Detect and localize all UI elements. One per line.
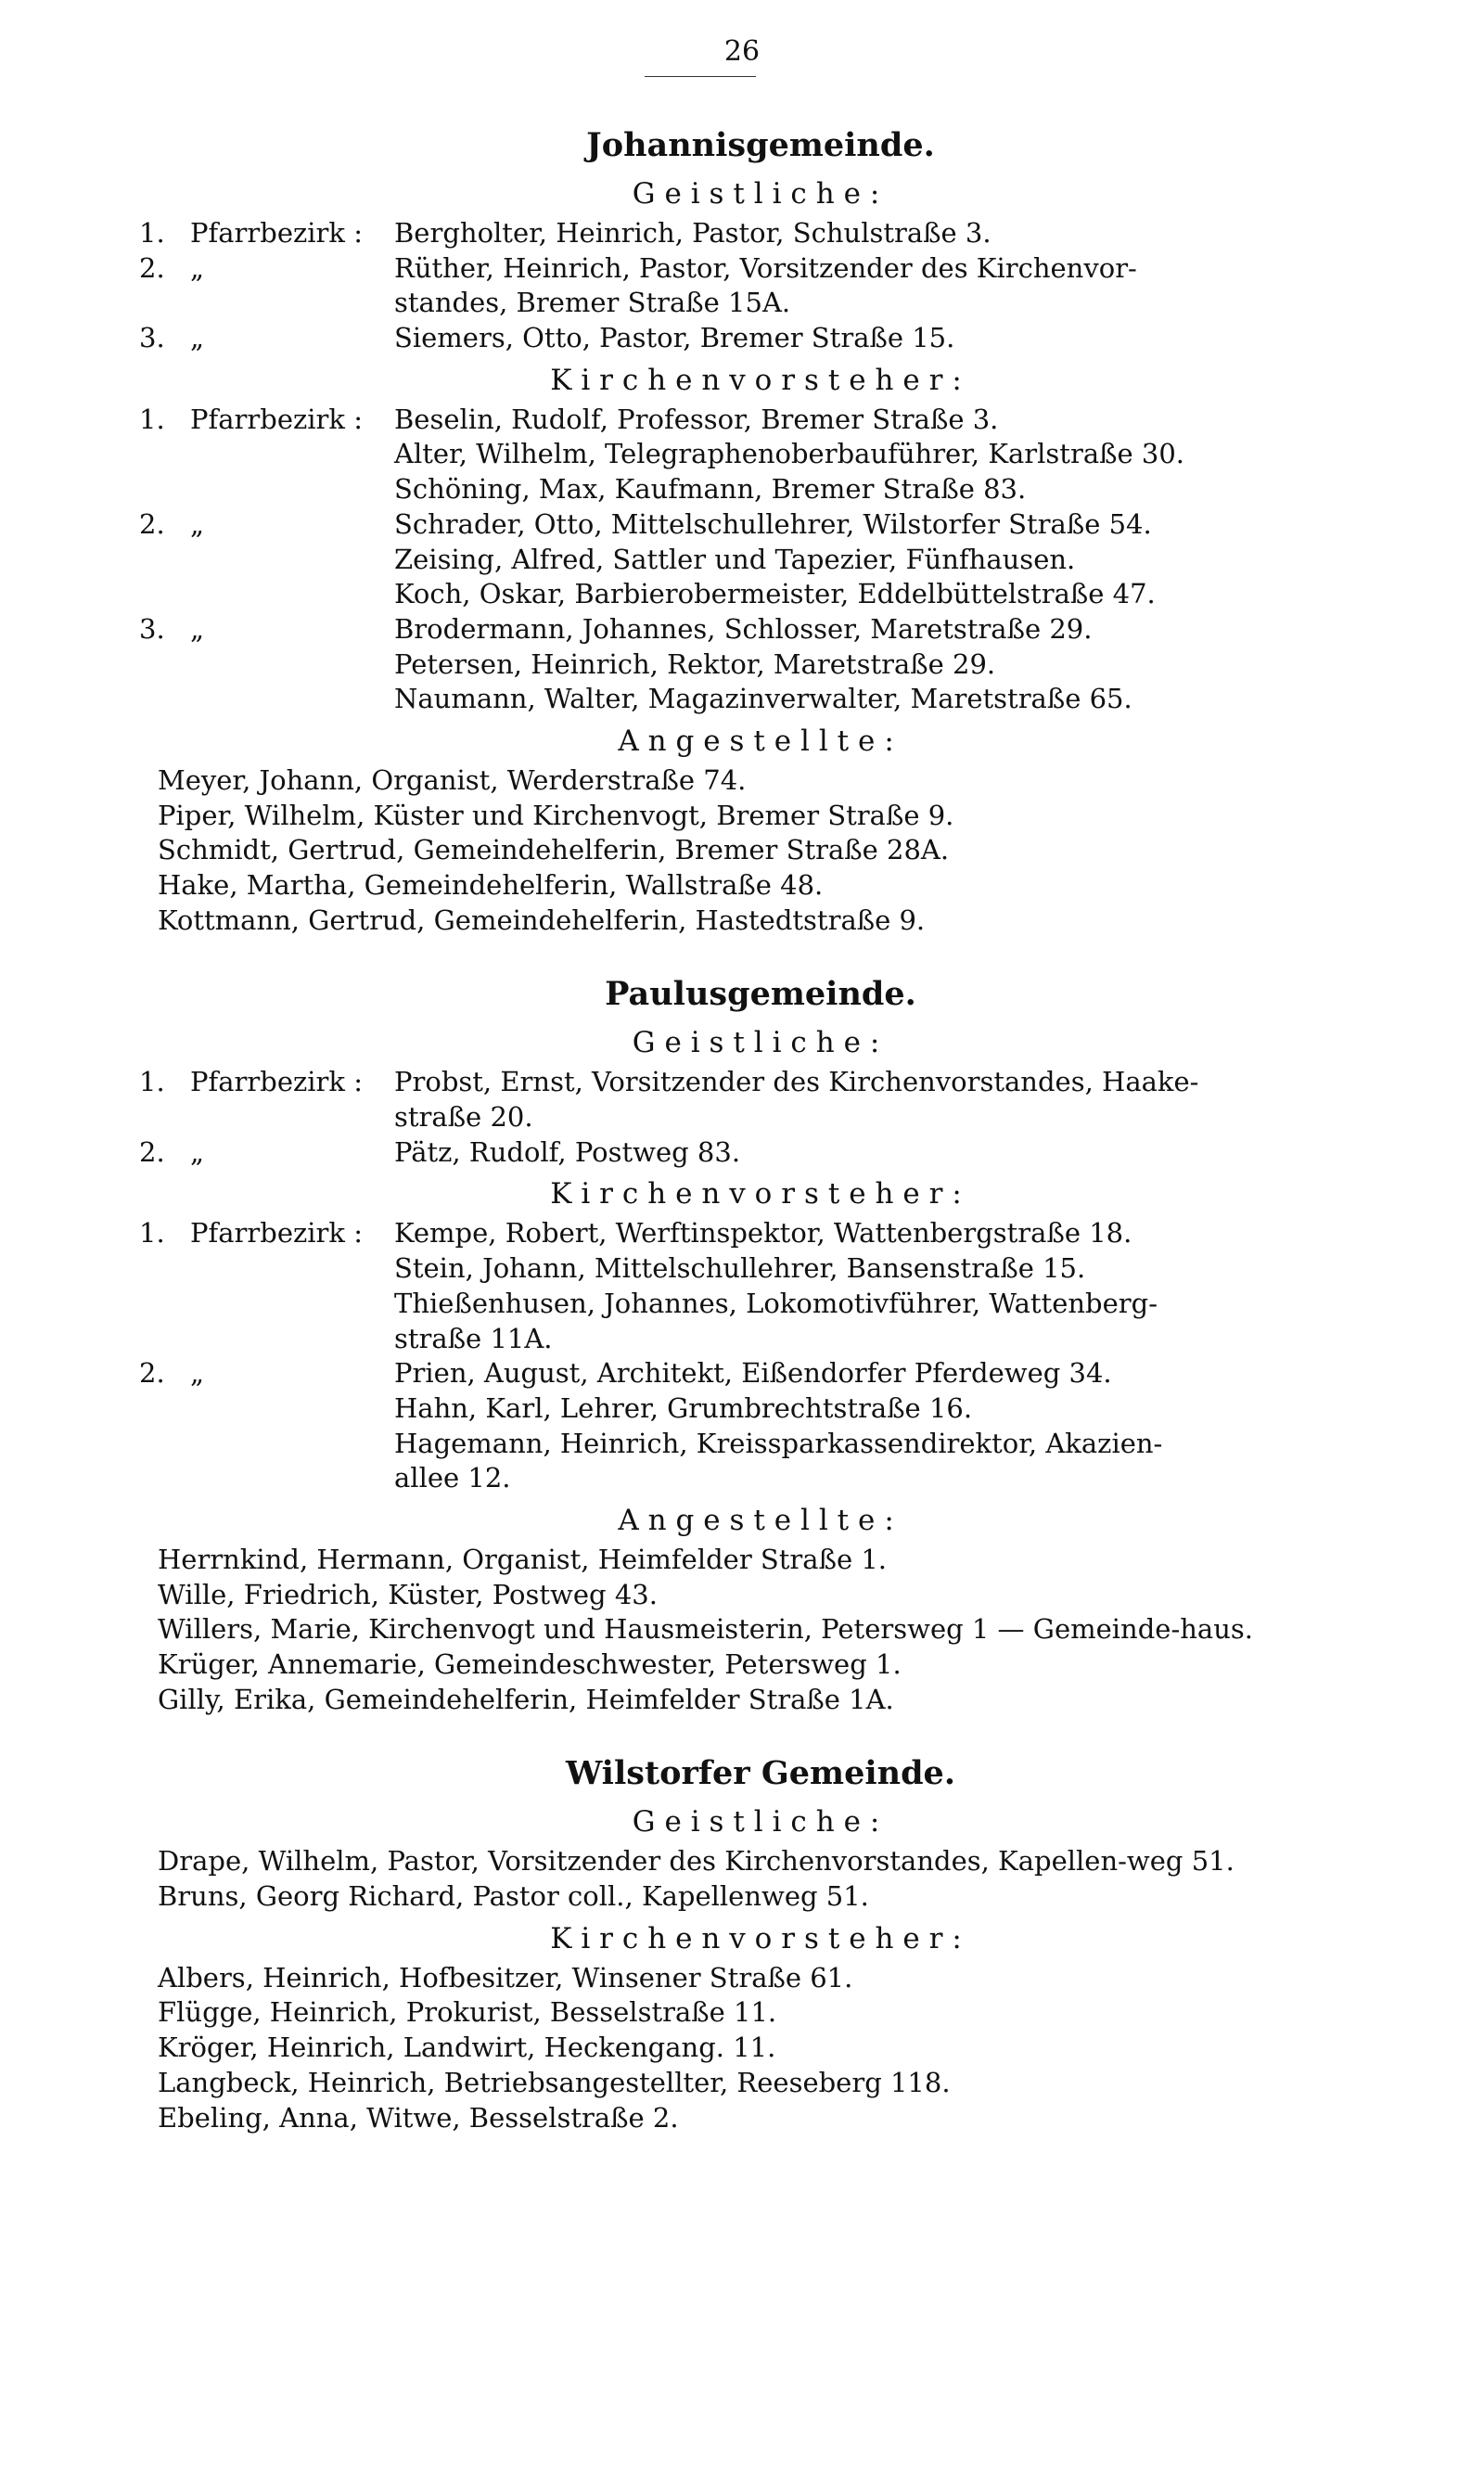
- list-row: 1. Pfarrbezirk : Beselin, Rudolf, Professor, Bremer Straße 3.: [139, 403, 999, 435]
- list-item: Willers, Marie, Kirchenvogt und Hausmeisterin, Petersweg 1 — Gemeinde-haus.: [158, 1613, 1253, 1646]
- list-item: Bruns, Georg Richard, Pastor coll., Kapellenweg 51.: [158, 1880, 869, 1913]
- kirchenvorsteher-heading: Kirchenvorsteher:: [550, 1177, 971, 1211]
- section-johannisgemeinde: [139, 126, 1363, 938]
- list-item: Flügge, Heinrich, Prokurist, Besselstraße 11.: [158, 1996, 777, 2029]
- list-row: 3. „ Brodermann, Johannes, Schlosser, Maretstraße 29.: [139, 612, 1093, 645]
- kirchenvorsteher-heading: Kirchenvorsteher:: [550, 1921, 971, 1955]
- section-wilstorfer-gemeinde: [139, 1754, 1363, 2135]
- kirchenvorsteher-list: [139, 1216, 1363, 1496]
- list-row: Hahn, Karl, Lehrer, Grumbrechtstraße 16.: [394, 1391, 973, 1424]
- list-item: Herrnkind, Hermann, Organist, Heimfelder Straße 1.: [158, 1543, 887, 1575]
- list-row: 1. Pfarrbezirk : Kempe, Robert, Werftinspektor, Wattenbergstraße 18.: [139, 1217, 1132, 1250]
- list-item: Wille, Friedrich, Küster, Postweg 43.: [158, 1578, 658, 1610]
- list-row: allee 12.: [394, 1462, 511, 1494]
- list-row: Hagemann, Heinrich, Kreissparkassendirektor, Akazien-: [394, 1427, 1163, 1459]
- list-row: Schöning, Max, Kaufmann, Bremer Straße 83.: [394, 473, 1027, 506]
- list-row: Naumann, Walter, Magazinverwalter, Maretstraße 65.: [394, 683, 1132, 715]
- list-item: Gilly, Erika, Gemeindehelferin, Heimfelder Straße 1A.: [158, 1683, 894, 1715]
- list-row: straße 11A.: [394, 1322, 553, 1354]
- list-row: Petersen, Heinrich, Rektor, Maretstraße 29.: [394, 647, 996, 680]
- geistliche-list: [139, 216, 1363, 356]
- list-item: Drape, Wilhelm, Pastor, Vorsitzender des Kirchenvorstandes, Kapellen-weg 51.: [158, 1845, 1235, 1878]
- section-title: Paulusgemeinde.: [605, 975, 916, 1014]
- geistliche-list: [139, 1065, 1363, 1170]
- page-number: 26: [723, 35, 761, 68]
- list-row: straße 20.: [394, 1101, 533, 1134]
- list-row: 3. „ Siemers, Otto, Pastor, Bremer Straße 15.: [139, 322, 955, 354]
- section-title: Wilstorfer Gemeinde.: [565, 1754, 956, 1793]
- list-item: Kröger, Heinrich, Landwirt, Heckengang. 11.: [158, 2032, 776, 2064]
- list-item: Langbeck, Heinrich, Betriebsangestellter, Reeseberg 118.: [158, 2066, 951, 2098]
- list-row: 2. „ Rüther, Heinrich, Pastor, Vorsitzender des Kirchenvor-: [139, 251, 1137, 284]
- list-item: Hake, Martha, Gemeindehelferin, Wallstraße 48.: [158, 869, 824, 901]
- list-row: Alter, Wilhelm, Telegraphenoberbauführer, Karlstraße 30.: [394, 438, 1184, 470]
- list-row: Zeising, Alfred, Sattler und Tapezier, Fünfhausen.: [394, 543, 1076, 575]
- list-row: 2. „ Pätz, Rudolf, Postweg 83.: [139, 1135, 741, 1168]
- list-item: Albers, Heinrich, Hofbesitzer, Winsener Straße 61.: [158, 1961, 853, 1993]
- kirchenvorsteher-list: [139, 403, 1363, 717]
- angestellte-list: [139, 763, 1363, 938]
- list-row: standes, Bremer Straße 15A.: [394, 287, 791, 319]
- list-item: Ebeling, Anna, Witwe, Besselstraße 2.: [158, 2101, 679, 2134]
- list-item: Schmidt, Gertrud, Gemeindehelferin, Bremer Straße 28A.: [158, 834, 950, 866]
- list-row: 1. Pfarrbezirk : Probst, Ernst, Vorsitzender des Kirchenvorstandes, Haake-: [139, 1066, 1199, 1098]
- list-row: 2. „ Prien, August, Architekt, Eißendorfer Pferdeweg 34.: [139, 1357, 1112, 1390]
- kirchenvorsteher-list: [139, 1961, 1363, 2135]
- kirchenvorsteher-heading: Kirchenvorsteher:: [550, 363, 971, 397]
- angestellte-heading: Angestellte:: [618, 1503, 903, 1537]
- list-row: Stein, Johann, Mittelschullehrer, Bansenstraße 15.: [394, 1252, 1086, 1285]
- list-item: Kottmann, Gertrud, Gemeindehelferin, Hastedtstraße 9.: [158, 904, 926, 936]
- section-title: Johannisgemeinde.: [586, 126, 935, 164]
- geistliche-heading: Geistliche:: [632, 177, 889, 211]
- list-item: Piper, Wilhelm, Küster und Kirchenvogt, Bremer Straße 9.: [158, 799, 954, 831]
- geistliche-heading: Geistliche:: [632, 1805, 889, 1839]
- section-paulusgemeinde: [139, 975, 1363, 1717]
- list-item: Meyer, Johann, Organist, Werderstraße 74.: [158, 763, 747, 796]
- document-body: [139, 109, 1363, 2135]
- header-rule: [645, 76, 756, 77]
- list-row: Thießenhusen, Johannes, Lokomotivführer, Wattenberg-: [394, 1287, 1158, 1319]
- list-row: Koch, Oskar, Barbierobermeister, Eddelbüttelstraße 47.: [394, 578, 1156, 610]
- list-item: Krüger, Annemarie, Gemeindeschwester, Petersweg 1.: [158, 1648, 902, 1680]
- list-row: 1. Pfarrbezirk : Bergholter, Heinrich, Pastor, Schulstraße 3.: [139, 217, 991, 249]
- angestellte-heading: Angestellte:: [618, 724, 903, 758]
- geistliche-list: [139, 1844, 1363, 1914]
- geistliche-heading: Geistliche:: [632, 1026, 889, 1060]
- list-row: 2. „ Schrader, Otto, Mittelschullehrer, Wilstorfer Straße 54.: [139, 507, 1152, 540]
- angestellte-list: [139, 1543, 1363, 1717]
